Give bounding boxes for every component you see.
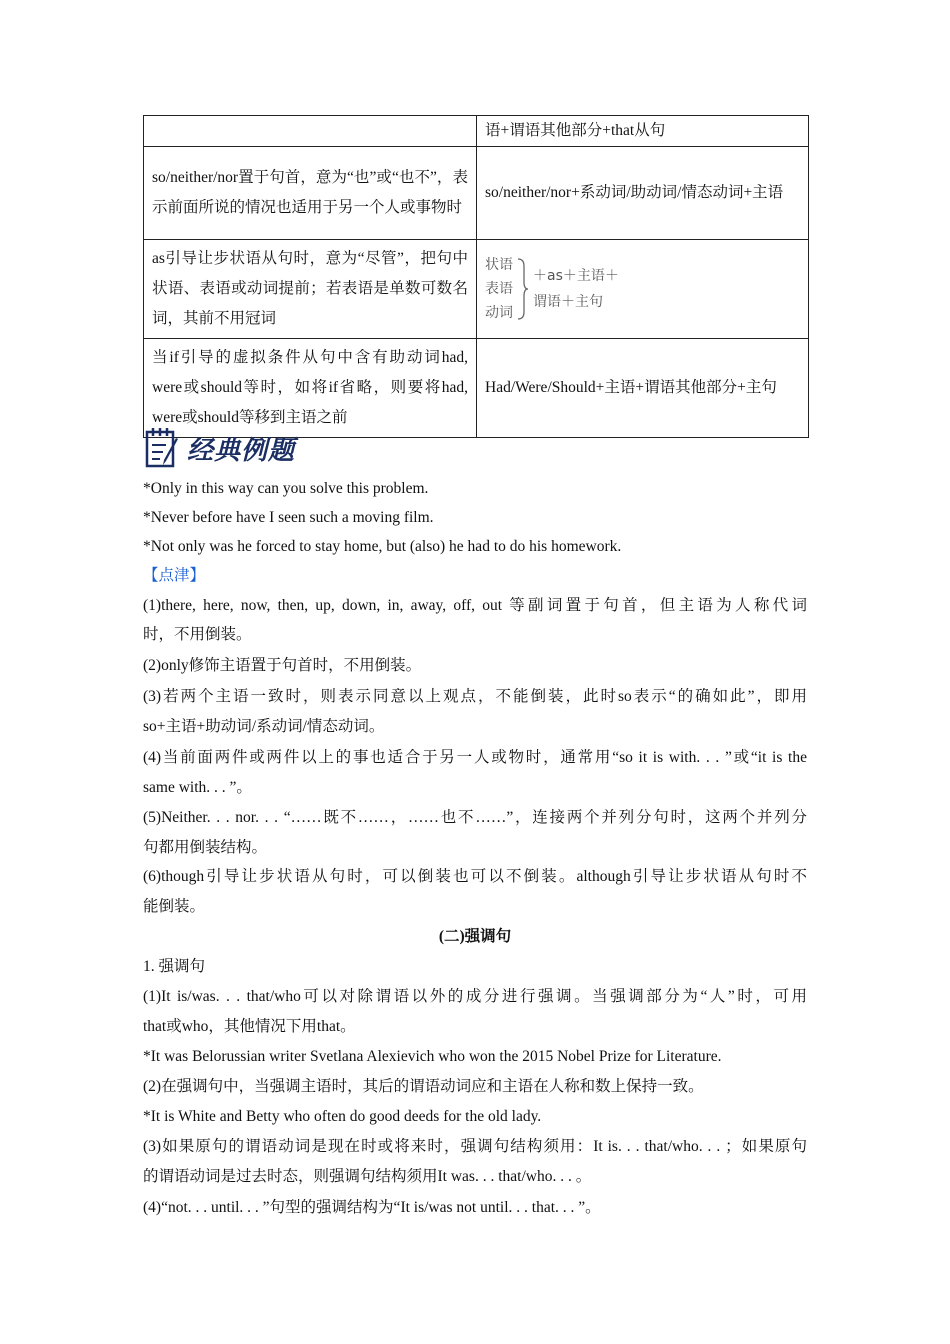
paragraph-text: 的谓语动词是过去时态，则强调句结构须用It was. . . that/who. . . 。: [143, 1168, 592, 1185]
note-text: so+主语+助动词/系动词/情态动词。: [143, 718, 385, 735]
note-text: same with. . . ”。: [143, 779, 252, 796]
note-text: 时，不用倒装。: [143, 626, 252, 643]
table-cell-rule: [144, 116, 477, 147]
note-text: (5)Neither. . . nor. . . “……既不……，……也不……”，连接两个并列分句时，这两个并列分: [143, 809, 807, 826]
table-row: [144, 339, 809, 438]
note-text: (2)only修饰主语置于句首时，不用倒装。: [143, 657, 422, 674]
table-row: [144, 240, 809, 339]
subsection-heading: 1. 强调句: [143, 958, 206, 975]
example-sentence: *Never before have I seen such a moving film.: [143, 509, 434, 526]
table-cell-rule: 当if引导的虚拟条件从句中含有助动词had, were或should等时，如将if省略，则要将had, were或should等移到主语之前: [144, 339, 477, 438]
paragraph-text: (1)It is/was. . . that/who可以对除谓语以外的成分进行强调。当强调部分为“人”时，可用: [143, 988, 807, 1005]
note-text: 句都用倒装结构。: [143, 839, 268, 856]
table-cell-structure: Had/Were/Should+主语+谓语其他部分+主句: [477, 339, 809, 438]
inversion-rules-table: [143, 115, 809, 438]
notepad-pencil-icon: [145, 427, 181, 469]
note-text: (4)当前面两件或两件以上的事也适合于另一人或物时，通常用“so it is with. . . ”或“it is the: [143, 749, 807, 766]
fronted-item: 动词: [485, 305, 513, 321]
formula-line: ＋as＋主语＋: [533, 268, 619, 284]
section-title: 经典例题: [187, 435, 296, 466]
example-sentence: *It is White and Betty who often do good deeds for the old lady.: [143, 1108, 542, 1125]
table-row: [144, 147, 809, 240]
table-cell-rule: as引导让步状语从句时，意为“尽管”，把句中状语、表语或动词提前；若表语是单数可数名词，其前不用冠词: [144, 240, 477, 339]
note-label: 【点津】: [143, 567, 206, 584]
note-text: (3)若两个主语一致时，则表示同意以上观点，不能倒装，此时so表示“的确如此”，即用: [143, 688, 807, 705]
formula-text: [533, 263, 619, 315]
table-row: [144, 116, 809, 147]
note-text: (1)there, here, now, then, up, down, in, away, off, out 等副词置于句首，但主语为人称代词: [143, 597, 807, 614]
fronted-item: 状语: [485, 257, 513, 273]
note-text: (6)though引导让步状语从句时，可以倒装也可以不倒装。although引导让步状语从句时不: [143, 868, 807, 885]
table-cell-structure: so/neither/nor+系动词/助动词/情态动词+主语: [477, 147, 809, 240]
paragraph-text: (4)“not. . . until. . . ”句型的强调结构为“It is/was not until. . . that. . . ”。: [143, 1199, 601, 1216]
example-sentence: *Only in this way can you solve this problem.: [143, 480, 429, 497]
paragraph-text: (2)在强调句中，当强调主语时，其后的谓语动词应和主语在人称和数上保持一致。: [143, 1078, 704, 1095]
paragraph-text: (3)如果原句的谓语动词是现在时或将来时，强调句结构须用：It is. . . that/who. . . ；如果原句: [143, 1138, 807, 1155]
table-cell-rule: so/neither/nor置于句首，意为“也”或“也不”，表示前面所说的情况也适用于另一个人或事物时: [144, 147, 477, 240]
right-brace-icon: [517, 258, 529, 320]
example-sentence: *Not only was he forced to stay home, but (also) he had to do his homework.: [143, 538, 622, 555]
table-cell-structure: 语+谓语其他部分+that从句: [477, 116, 809, 147]
paragraph-text: that或who，其他情况下用that。: [143, 1018, 356, 1035]
fronted-item: 表语: [485, 281, 513, 297]
table-cell-structure-diagram: [477, 240, 809, 339]
fronted-items-list: [485, 253, 513, 325]
section-subtitle: (二)强调句: [438, 928, 512, 945]
section-header-classic-examples: [145, 426, 295, 470]
example-sentence: *It was Belorussian writer Svetlana Alexievich who won the 2015 Nobel Prize for Literature.: [143, 1048, 722, 1065]
note-text: 能倒装。: [143, 898, 206, 915]
formula-line: 谓语＋主句: [533, 294, 603, 310]
brace-formula-diagram: [485, 247, 800, 331]
